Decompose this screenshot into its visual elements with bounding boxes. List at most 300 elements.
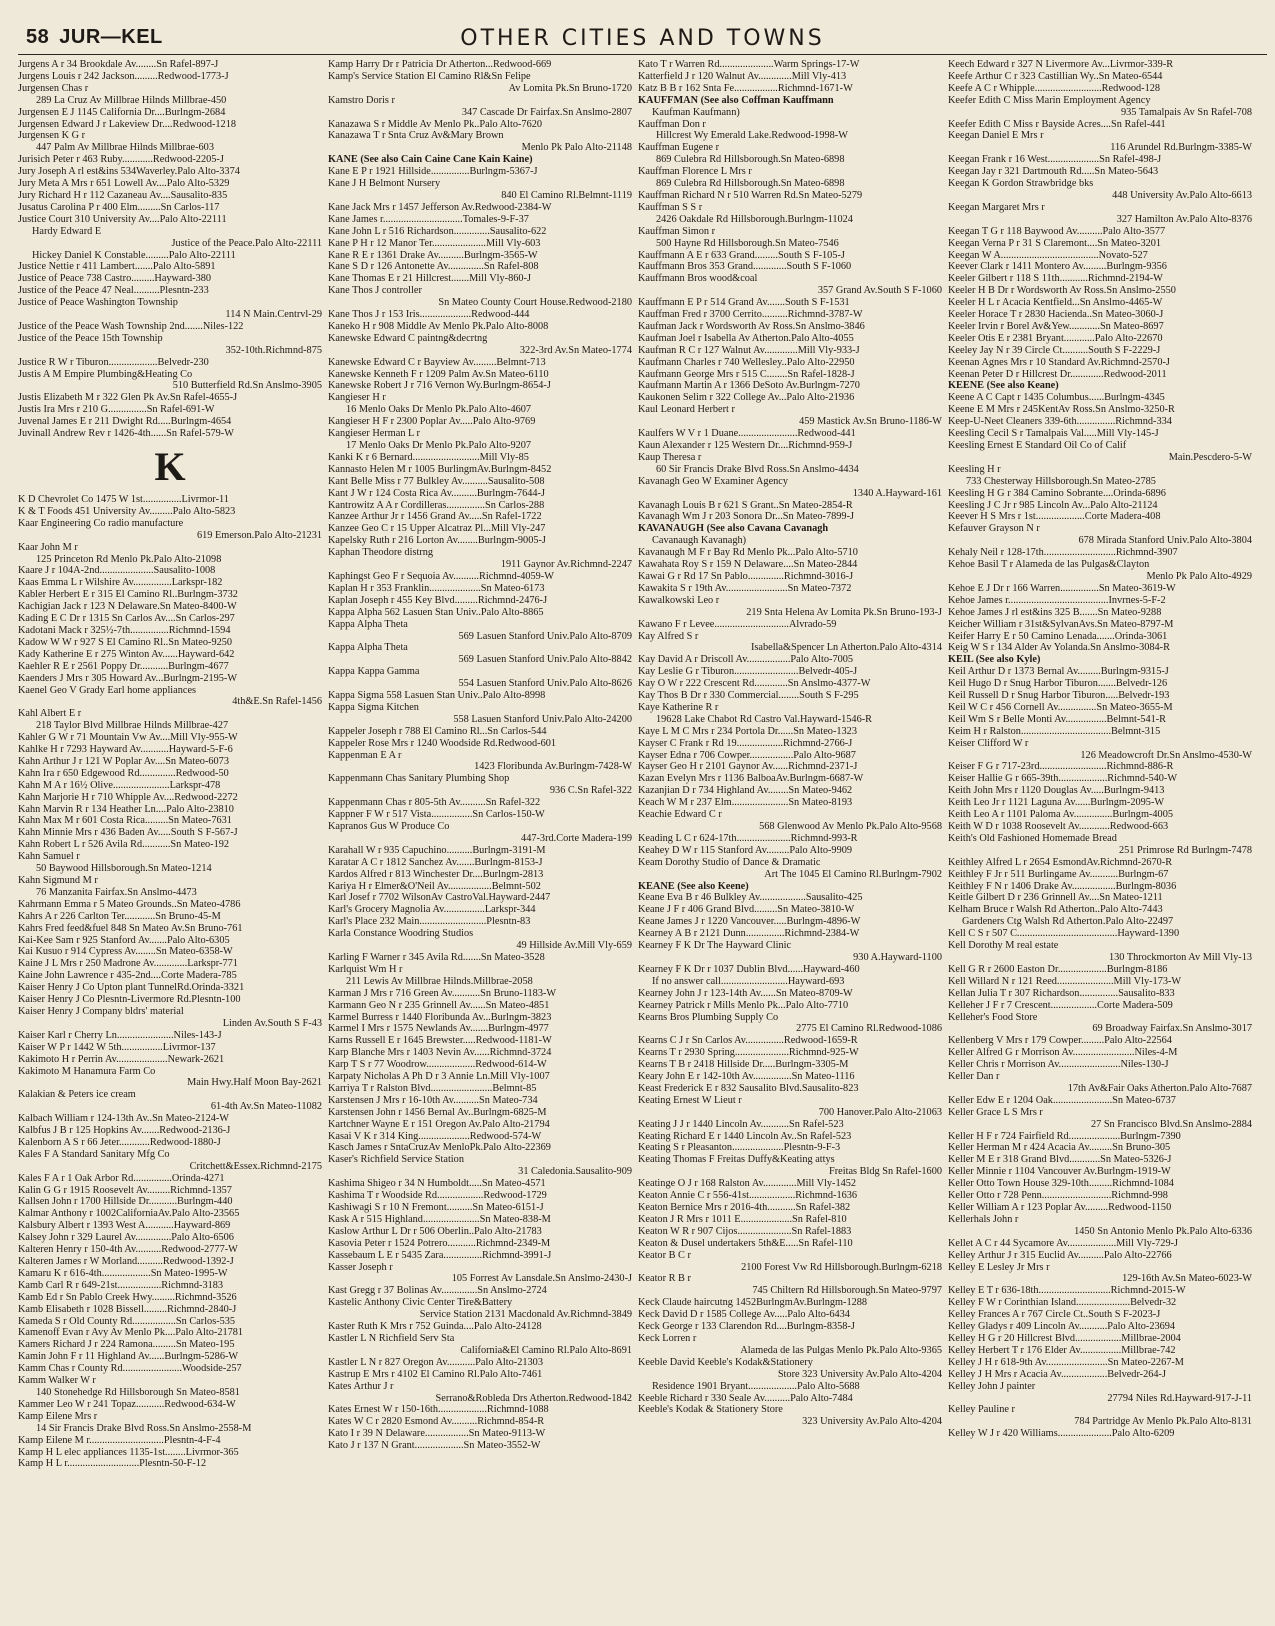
listing-line: Keefe Arthur C r 323 Castillian Wy..Sn Mateo-6544	[948, 70, 1163, 82]
column-3	[638, 59, 942, 1470]
listing-line: Karns Russell E r 1645 Brewster.....Redwood-1181-W	[328, 1035, 552, 1047]
listing-line: Jurgensen Edward J r Lakeview Dr....Redwood-1218	[18, 118, 236, 130]
listing-line: 219 Snta Helena Av Lomita Pk.Sn Bruno-193-J	[746, 606, 942, 618]
listing-line: Kaneko H r 908 Middle Av Menlo Pk.Palo Alto-8008	[328, 320, 549, 332]
listing-line: Keaton Bernice Mrs r 2016-4th...........Sn Rafel-382	[638, 1202, 851, 1213]
listing-line: Karmel Burress r 1440 Floribunda Av...Burlngm-3823	[328, 1011, 552, 1023]
listing-line: Kaufman R C r 127 Walnut Av.............Mill Vly-933-J	[638, 344, 860, 356]
listing-line: Kauffmann E P r 514 Grand Av.......South S F-1531	[638, 297, 850, 309]
listing-line: 129-16th Av.Sn Mateo-6023-W	[1122, 1273, 1252, 1285]
listing-line: Kay Alfred S r	[638, 630, 699, 642]
listing-line: Critchett&Essex.Richmnd-2175	[189, 1160, 322, 1172]
listing-line: Kearns C J r Sn Carlos Av...............Redwood-1659-R	[638, 1035, 858, 1047]
listing-line: Kappenmann Chas Sanitary Plumbing Shop	[328, 773, 510, 785]
listing-line: Kawano F r Levee.............................Alvrado-59	[638, 618, 837, 630]
listing-line: Kales F A r 1 Oak Arbor Rd...............Orinda-4271	[18, 1172, 225, 1184]
page-header	[18, 24, 1267, 55]
listing-line: Kane P H r 12 Manor Ter.....................Mill Vly-603	[328, 237, 541, 249]
listing-line: Karman J Mrs r 716 Green Av...........Sn Bruno-1183-W	[328, 987, 557, 999]
listing-line: 500 Hayne Rd Hillsborough.Sn Mateo-7546	[656, 237, 839, 249]
listing-line: Kehoe James r.......................................Invrnes-5-F-2	[948, 594, 1166, 606]
listing-line: 2100 Forest Vw Rd Hillsborough.Burlngm-6218	[741, 1261, 942, 1273]
listing-line: Kadotani Mack r 325½-7th...............Richmnd-1594	[18, 624, 231, 636]
listing-line: Karla Constance Woodring Studios	[328, 928, 474, 940]
listing-line: Jurgens Louis r 242 Jackson.........Redwood-1773-J	[18, 70, 229, 82]
listing-line: Kalbfus J B r 125 Hopkins Av.......Redwood-2136-J	[18, 1125, 231, 1137]
listing-line: Katz B B r 162 Snta Fe.................Richmnd-1671-W	[638, 82, 853, 94]
listing-line: Kahn Ira r 650 Edgewood Rd..............Redwood-50	[18, 767, 229, 779]
listing-line: Keeler H B Dr r Wordsworth Av Ross.Sn Anslmo-2550	[948, 285, 1176, 297]
listing-line: 352-10th.Richmnd-875	[225, 344, 322, 356]
listing-line: Karatar A C r 1812 Sanchez Av.......Burlngm-8153-J	[328, 856, 543, 868]
listing-line: 569 Lasuen Stanford Univ.Palo Alto-8842	[458, 654, 632, 666]
listing-line: Kai-Kee Sam r 925 Stanford Av.......Palo Alto-6305	[18, 934, 230, 946]
listing-line: Kashima T r Woodside Rd..................Redwood-1729	[328, 1190, 547, 1202]
listing-line: Kavanagh Louis B r 621 S Grant..Sn Mateo-2854-R	[638, 499, 853, 511]
listing-line: Keachie Edward C r	[638, 809, 722, 821]
listing-line: Kaare J r 104A-2nd.....................Sausalito-1008	[18, 565, 216, 577]
listing-line: Kai Kusuo r 914 Cypress Av........Sn Mateo-6358-W	[18, 946, 233, 958]
listing-line: Keig W S r 134 Alder Av Yolanda.Sn Anslmo-3084-R	[948, 642, 1170, 654]
listing-line: Kelley H G r 20 Hillcrest Blvd..................Millbrae-2004	[948, 1332, 1181, 1344]
listing-line: Store 323 University Av.Palo Alto-4204	[777, 1368, 942, 1380]
listing-line: Kasser Joseph r	[328, 1261, 393, 1273]
listing-line: Karahall W r 935 Capuchino..........Burlngm-3191-M	[328, 844, 546, 856]
listing-line: Keegan T G r 118 Baywood Av..........Palo Alto-3577	[948, 225, 1166, 237]
listing-line: Kaster Ruth K Mrs r 752 Guinda....Palo Alto-24128	[328, 1321, 542, 1333]
listing-line: Kaul Leonard Herbert r	[638, 404, 735, 416]
listing-line: 31 Caledonia.Sausalito-909	[518, 1166, 632, 1178]
listing-line: Kane Thos J controller	[328, 285, 422, 297]
listing-line: Freitas Bldg Sn Rafel-1600	[829, 1166, 942, 1178]
listing-line: Kannasto Helen M r 1005 BurlingmAv.Burlngm-8452	[328, 463, 552, 475]
listing-line: 130 Throckmorton Av Mill Vly-13	[1108, 951, 1252, 963]
listing-line: 289 La Cruz Av Millbrae Hilnds Millbrae-450	[36, 94, 227, 106]
listing-line: Kane S D r 126 Antonette Av..............Sn Rafel-808	[328, 261, 539, 273]
listing-line: Keep-U-Neet Cleaners 339-6th...............Richmnd-334	[948, 416, 1172, 428]
listing-line: California&El Camino Rl.Palo Alto-8691	[460, 1344, 632, 1356]
listing-line: Kaiser W P r 1442 W 5th................Livrmor-137	[18, 1041, 216, 1053]
listing-line: Keaton W R r 907 Cijos.....................Sn Rafel-1883	[638, 1225, 852, 1237]
listing-line: Kearns Bros Plumbing Supply Co	[638, 1011, 779, 1023]
listing-line: Keefer Edith C Miss Marin Employment Agency	[948, 94, 1151, 106]
listing-line: Kane John L r 516 Richardson..............Sausalito-622	[328, 225, 547, 237]
listing-line: Kapelsky Ruth r 216 Lorton Av........Burlngm-9005-J	[328, 535, 546, 547]
listing-line: 211 Lewis Av Millbrae Hilnds.Millbrae-2058	[346, 975, 533, 987]
listing-line: Keech Edward r 327 N Livermore Av...Livrmor-339-R	[948, 59, 1174, 70]
listing-line: Keane Eva B r 46 Bulkley Av..................Sausalito-425	[638, 892, 863, 904]
listing-line: Kanzee Arthur Jr r 1456 Grand Av.....Sn Rafel-1722	[328, 511, 542, 523]
listing-line: Keim H r Ralston...................................Belmnt-315	[948, 725, 1161, 737]
listing-line: Keller Alfred G r Morrison Av........................Niles-4-M	[948, 1047, 1178, 1059]
listing-line: 700 Hanover.Palo Alto-21063	[818, 1106, 942, 1118]
listing-line: Kanzee Geo C r 15 Upper Alcatraz Pl...Mill Vly-247	[328, 523, 546, 535]
listing-line: Keesling Ernest E Standard Oil Co of Calif	[948, 440, 1127, 451]
listing-line: Kalin G G r 1915 Roosevelt Av.........Richmnd-1357	[18, 1184, 232, 1196]
listing-line: Keegan Jay r 321 Dartmouth Rd.....Sn Mateo-5643	[948, 166, 1159, 178]
listing-line: Kaup Theresa r	[638, 451, 702, 463]
listing-line: Kappa Alpha Theta	[328, 618, 408, 630]
listing-line: Linden Av.South S F-43	[222, 1017, 322, 1029]
listing-line: Keeley Jay N r 39 Circle Ct..........South S F-2229-J	[948, 344, 1161, 356]
listing-line: Kaufman Jack r Wordsworth Av Ross.Sn Anslmo-3846	[638, 320, 865, 332]
listing-line: 448 University Av.Palo Alto-6613	[1112, 189, 1252, 201]
listing-line: Jurgensen K G r	[18, 130, 86, 142]
listing-line: 140 Stonehedge Rd Hillsborough Sn Mateo-8581	[36, 1386, 240, 1398]
listing-line: Kast Gregg r 37 Bolinas Av..............Sn Anslmo-2724	[328, 1285, 547, 1297]
listing-line: Keefer Edith C Miss r Bayside Acres....Sn Rafel-441	[948, 118, 1166, 130]
listing-line: 16 Menlo Oaks Dr Menlo Pk.Palo Alto-4607	[346, 404, 532, 416]
listing-line: Kamaru K r 616-4th...................Sn Mateo-1995-W	[18, 1267, 228, 1279]
listing-line: Kaufman Joel r Isabella Av Atherton.Palo Alto-4055	[638, 332, 854, 344]
listing-line: KANE (See also Cain Caine Cane Kain Kaine)	[328, 154, 533, 166]
listing-line: Keil Hugo D r Snug Harbor Tiburon.......Belvedr-126	[948, 678, 1168, 690]
listing-line: Kauffmann A E r 633 Grand.........South S F-105-J	[638, 249, 845, 261]
listing-line: Juvenal James E r 211 Dwight Rd.....Burlngm-4654	[18, 416, 232, 428]
listing-line: Kelham Bruce r Walsh Rd Atherton..Palo Alto-7443	[948, 904, 1163, 916]
listing-line: 17th Av&Fair Oaks Atherton.Palo Alto-7687	[1067, 1082, 1252, 1094]
listing-line: Keever H S Mrs r 1st...................Corte Madera-408	[948, 511, 1161, 523]
listing-line: KAUFFMAN (See also Coffman Kauffmann	[638, 94, 834, 106]
listing-line: Justice Nettie r 411 Lambert.......Palo Alto-5891	[18, 261, 216, 273]
listing-line: Kady Katherine E r 275 Winton Av......Hayward-642	[18, 648, 235, 660]
listing-line: 930 A.Hayward-1100	[853, 951, 942, 963]
listing-line: 105 Forrest Av Lansdale.Sn Anslmo-2430-J	[451, 1273, 632, 1285]
listing-line: Kawakita S r 19th Av........................Sn Mateo-7372	[638, 582, 852, 594]
listing-line: Kassebaum L E r 5435 Zara...............Richmnd-3991-J	[328, 1249, 552, 1261]
listing-line: Keam Dorothy Studio of Dance & Dramatic	[638, 856, 821, 868]
listing-line: Kell G R r 2600 Easton Dr...................Burlngm-8186	[948, 963, 1168, 975]
listing-line: Justis Ira Mrs r 210 G...............Sn Rafel-691-W	[18, 404, 215, 416]
listing-line: If no answer call..........................Hayward-693	[652, 975, 845, 987]
listing-line: Kauffman Florence L Mrs r	[638, 166, 752, 178]
listing-line: Keeler Gilbert r 118 S 11th...........Richmnd-2194-W	[948, 273, 1163, 285]
listing-line: Karling F Warner r 345 Avila Rd.......Sn Mateo-3528	[328, 951, 545, 963]
listing-line: Kelley F W r Corinthian Island.....................Belvedr-32	[948, 1297, 1177, 1309]
listing-line: Kalenborn A S r 66 Jeter............Redwood-1880-J	[18, 1136, 221, 1148]
listing-line: 218 Taylor Blvd Millbrae Hilnds Millbrae-427	[36, 720, 229, 732]
listing-line: Kaiser Henry J Company bldrs' material	[18, 1005, 184, 1017]
listing-line: Kashiwagi S r 10 N Fremont..........Sn Mateo-6151-J	[328, 1202, 544, 1213]
listing-line: Karp T S r 77 Woodrow...................Redwood-614-W	[328, 1059, 547, 1071]
listing-line: Kashima Shigeo r 34 N Humboldt.....Sn Mateo-4571	[328, 1178, 546, 1190]
column-2	[328, 59, 632, 1470]
listing-line: Keegan Frank r 16 West....................Sn Rafel-498-J	[948, 154, 1162, 166]
listing-line: 69 Broadway Fairfax.Sn Anslmo-3017	[1092, 1023, 1252, 1035]
listing-line: Justice of Peace 738 Castro.........Hayward-380	[18, 273, 212, 285]
listing-line: Alameda de las Pulgas Menlo Pk.Palo Alto-9365	[740, 1344, 942, 1356]
listing-line: Kaye Katherine R r	[638, 701, 719, 713]
listing-line: Keil Arthur D r 1373 Bernal Av.........Burlngm-9315-J	[948, 666, 1169, 678]
listing-line: Keithley Alfred L r 2654 EsmondAv.Richmnd-2670-R	[948, 856, 1173, 868]
listing-line: Keith John Mrs r 1120 Douglas Av.....Burlngm-9413	[948, 785, 1165, 797]
listing-line: Keaton & Dusel undertakers 5th&E.....Sn Rafel-110	[638, 1237, 853, 1249]
listing-line: Kalsey John r 329 Laurel Av..............Palo Alto-6506	[18, 1232, 234, 1244]
listing-line: Menlo Pk Palo Alto-4929	[1146, 570, 1252, 582]
listing-line: Keaton J R Mrs r 1011 E....................Sn Rafel-810	[638, 1213, 847, 1225]
listing-line: Kaenel Geo V Grady Earl home appliances	[18, 684, 197, 696]
listing-line: Kameda S r Old County Rd.................Sn Carlos-535	[18, 1315, 236, 1327]
listing-line: 733 Chesterway Hillsborough.Sn Mateo-2785	[966, 475, 1156, 487]
listing-line: Justice of Peace Washington Township	[18, 297, 178, 309]
listing-line: Keating Richard E r 1440 Lincoln Av..Sn Rafel-523	[638, 1130, 852, 1142]
listing-line: Karlquist Wm H r	[328, 963, 403, 975]
listing-line: Kane Jack Mrs r 1457 Jefferson Av.Redwood-2384-W	[328, 201, 552, 213]
page-number: 58	[26, 26, 50, 48]
listing-line: Kamm Chas r County Rd.......................Woodside-257	[18, 1363, 242, 1375]
listing-line: Keating S r Pleasanton....................Plesntn-9-F-3	[638, 1142, 841, 1154]
listing-line: Jurisich Peter r 463 Ruby............Redwood-2205-J	[18, 154, 224, 166]
listing-line: Keating Thomas F Freitas Duffy&Keating attys	[638, 1154, 835, 1166]
listing-line: Kelley W J r 420 Williams.....................Palo Alto-6209	[948, 1428, 1175, 1440]
listing-line: Kelley E T r 636-18th............................Richmnd-2015-W	[948, 1285, 1186, 1297]
listing-line: Kappeler Joseph r 788 El Camino Rl...Sn Carlos-544	[328, 725, 547, 737]
listing-line: Jury Richard H r 112 Cazaneau Av....Sausalito-835	[18, 189, 228, 201]
listing-line: Kaar John M r	[18, 541, 78, 553]
listing-line: Serrano&Robleda Drs Atherton.Redwood-1842	[435, 1392, 632, 1404]
listing-line: Kato T r Warren Rd.....................Warm Springs-17-W	[638, 59, 860, 70]
listing-line: Art The 1045 El Camino Rl.Burlngm-7902	[764, 868, 942, 880]
alpha-range: JUR—KEL	[59, 26, 163, 48]
listing-line: Kakimoto M Hanamura Farm Co	[18, 1065, 156, 1077]
listing-line: Keeler H L r Acacia Kentfield...Sn Anslmo-4465-W	[948, 297, 1163, 309]
listing-line: Kappa Alpha 562 Lasuen Stan Univ..Palo Alto-8865	[328, 606, 544, 618]
listing-line: Kelleher's Food Store	[948, 1011, 1038, 1023]
listing-line: Keene A C Capt r 1435 Columbus......Burlngm-4345	[948, 392, 1165, 404]
listing-line: 568 Glenwood Av Menlo Pk.Palo Alto-9568	[759, 821, 942, 832]
listing-line: Gardeners Ctg Walsh Rd Atherton.Palo Alto-22497	[962, 916, 1174, 928]
listing-line: 510 Butterfield Rd.Sn Anslmo-3905	[172, 380, 322, 392]
listing-line: Kavanagh Wm J r 203 Sonora Dr...Sn Mateo-7899-J	[638, 511, 855, 523]
listing-line: Kanazawa T r Snta Cruz Av&Mary Brown	[328, 130, 504, 142]
listing-line: Keeble Richard r 330 Seale Av..........Palo Alto-7484	[638, 1392, 853, 1404]
listing-line: Kadow W W r 927 S El Camino Rl..Sn Mateo-9250	[18, 636, 233, 648]
listing-line: Kauffman Simon r	[638, 225, 716, 237]
listing-columns	[18, 59, 1267, 1470]
listing-line: Keith Leo A r 1101 Paloma Av...............Burlngm-4005	[948, 809, 1173, 821]
listing-line: Keegan W A......................................Novato-527	[948, 249, 1148, 261]
listing-line: Karl's Grocery Magnolia Av................Larkspr-344	[328, 904, 536, 916]
listing-line: Kalbach William r 124-13th Av..Sn Mateo-2124-W	[18, 1113, 230, 1125]
listing-line: Kant J W r 124 Costa Rica Av..........Burlngm-7644-J	[328, 487, 545, 499]
listing-line: Kelley John J painter	[948, 1380, 1036, 1392]
listing-line: Kant Belle Miss r 77 Bulkley Av..........Sausalito-508	[328, 475, 545, 487]
listing-line: Kardos Alfred r 813 Winchester Dr....Burlngm-2813	[328, 868, 544, 880]
listing-line: 327 Hamilton Av.Palo Alto-8376	[1116, 213, 1252, 225]
listing-line: 19628 Lake Chabot Rd Castro Val.Hayward-1546-R	[656, 713, 873, 725]
page-title: OTHER CITIES AND TOWNS	[460, 26, 825, 51]
listing-line: Keller Edw E r 1204 Oak.......................Sn Mateo-6737	[948, 1094, 1176, 1106]
listing-line: Kane James r...............................Tomales-9-F-37	[328, 213, 529, 225]
section-letter: K	[154, 444, 186, 489]
listing-line: Kavanaugh M F r Bay Rd Menlo Pk...Palo Alto-5710	[638, 547, 858, 559]
listing-line: Keller Otto r 728 Penn...........................Richmnd-998	[948, 1190, 1168, 1202]
listing-line: Karl Josef r 7702 WilsonAv CastroVal.Hayward-2447	[328, 892, 551, 904]
listing-line: Jury Meta A Mrs r 651 Lowell Av....Palo Alto-5329	[18, 178, 230, 190]
listing-line: Kawai G r Rd 17 Sn Pablo..............Richmnd-3016-J	[638, 570, 854, 582]
listing-line: Keesling H r	[948, 463, 1001, 475]
listing-line: Kahn Arthur J r 121 W Poplar Av....Sn Mateo-6073	[18, 755, 229, 767]
listing-line: Keiser Hallie G r 665-39th...................Richmnd-540-W	[948, 773, 1178, 785]
listing-line: KEANE (See also Keene)	[638, 880, 749, 892]
listing-line: Kanewske Robert J r 716 Vernon Wy.Burlngm-8654-J	[328, 380, 551, 392]
listing-line: Kamp Eilene Mrs r	[18, 1410, 98, 1422]
listing-line: Keesling Cecil S r Tamalpais Val.....Mill Vly-145-J	[948, 428, 1159, 440]
listing-line: 1450 Sn Antonio Menlo Pk.Palo Alto-6336	[1074, 1225, 1252, 1237]
listing-line: 936 C.Sn Rafel-322	[549, 785, 632, 797]
listing-line: Keegan Margaret Mrs r	[948, 201, 1045, 213]
listing-line: Jurgensen E J 1145 California Dr....Burlngm-2684	[18, 106, 226, 118]
listing-line: 323 University Av.Palo Alto-4204	[802, 1416, 942, 1428]
listing-line: Kellerhals John r	[948, 1213, 1019, 1225]
listing-line: Kamp Eilene M r.............................Plesntn-4-F-4	[18, 1434, 221, 1446]
listing-line: Isabella&Spencer Ln Atherton.Palo Alto-4314	[750, 642, 942, 654]
listing-line: Kalakian & Peters ice cream	[18, 1089, 136, 1101]
listing-line: Kanewske Edward C paintng&decrtng	[328, 332, 488, 344]
listing-line: Keithley F Jr r 511 Burlingame Av...........Burlngm-67	[948, 868, 1169, 880]
listing-line: Menlo Pk Palo Alto-21148	[521, 142, 632, 154]
listing-line: Kamb Carl R r 649-21st.................Richmnd-3183	[18, 1279, 224, 1291]
listing-line: Kanewske Kenneth F r 1209 Palm Av.Sn Mateo-6110	[328, 368, 549, 380]
listing-line: Keller William A r 123 Poplar Av.........Redwood-1150	[948, 1202, 1172, 1213]
listing-line: Kangieser Herman L r	[328, 428, 420, 440]
listing-line: 61-4th Av.Sn Mateo-11082	[210, 1101, 322, 1113]
listing-line: Karl's Place 232 Main..........................Plesntn-83	[328, 916, 531, 928]
listing-line: Kehaly Neil r 128-17th............................Richmnd-3907	[948, 547, 1178, 559]
listing-line: Kamers Richard J r 224 Ramona.........Sn Mateo-195	[18, 1339, 235, 1351]
listing-line: Kamp H L r............................Plesntn-50-F-12	[18, 1458, 207, 1470]
listing-line: Keith W D r 1038 Roosevelt Av............Redwood-663	[948, 821, 1169, 832]
listing-line: Keane J F r 406 Grand Blvd.........Sn Mateo-3810-W	[638, 904, 855, 916]
listing-line: Kamenoff Evan r Avy Av Menlo Pk....Palo Alto-21781	[18, 1327, 244, 1339]
listing-line: Keeble's Kodak & Stationery Store	[638, 1404, 783, 1416]
listing-line: Keatinge O J r 168 Ralston Av.............Mill Vly-1452	[638, 1178, 857, 1190]
listing-line: Kaine John Lawrence r 435-2nd....Corte Madera-785	[18, 970, 237, 982]
listing-line: Hickey Daniel K Constable.........Palo Alto-22111	[32, 249, 236, 261]
listing-line: Kauffman Richard N r 510 Warren Rd.Sn Mateo-5279	[638, 189, 863, 201]
listing-line: Kappenmann Chas r 805-5th Av..........Sn Rafel-322	[328, 797, 541, 809]
listing-line: Justis Elizabeth M r 322 Glen Pk Av.Sn Rafel-4655-J	[18, 392, 238, 404]
listing-line: Keegan K Gordon Strawbridge bks	[948, 178, 1094, 190]
listing-line: 869 Culebra Rd Hillsborough.Sn Mateo-6898	[656, 154, 845, 166]
listing-line: Kay O W r 222 Crescent Rd.............Sn Anslmo-4377-W	[638, 678, 871, 690]
listing-line: Kasch James r SntaCruzAv MenloPk.Palo Alto-22369	[328, 1142, 551, 1154]
listing-line: Kazan Evelyn Mrs r 1136 BalboaAv.Burlngm-6687-W	[638, 773, 864, 785]
listing-line: Keil Russell D r Snug Harbor Tiburon.....Belvedr-193	[948, 690, 1170, 702]
listing-line: Kaukonen Selim r 322 College Av...Palo Alto-21936	[638, 392, 855, 404]
listing-line: Keck George r 133 Clarendon Rd....Burlngm-8358-J	[638, 1321, 855, 1333]
listing-line: Keading L C r 624-17th.....................Richmnd-993-R	[638, 832, 858, 844]
listing-line: Keator R B r	[638, 1273, 691, 1285]
listing-line: 1911 Gaynor Av.Richmnd-2247	[500, 559, 632, 571]
listing-line: Kahn Marvin R r 134 Heather Ln....Palo Alto-23810	[18, 803, 234, 815]
listing-line: Kelley Herbert T r 176 Elder Av................Millbrae-742	[948, 1344, 1176, 1356]
listing-line: K D Chevrolet Co 1475 W 1st...............Livrmor-11	[18, 494, 229, 505]
listing-line: Kaslow Arthur L Dr r 506 Oberlin..Palo Alto-21783	[328, 1225, 542, 1237]
listing-line: Keller Chris r Morrison Av........................Niles-130-J	[948, 1059, 1169, 1071]
listing-line: Kamm Walker W r	[18, 1375, 96, 1387]
listing-line: 17 Menlo Oaks Dr Menlo Pk.Palo Alto-9207	[346, 440, 532, 451]
listing-line: Kastrup E Mrs r 4102 El Camino Rl.Palo Alto-7461	[328, 1368, 543, 1380]
listing-line: Kanki K r 6 Bernard..........................Mill Vly-85	[328, 451, 529, 463]
listing-line: KAVANAUGH (See also Cavana Cavanagh	[638, 523, 829, 535]
listing-line: Keck Claude haircutng 1452BurlngmAv.Burlngm-1288	[638, 1297, 868, 1309]
listing-line: Katterfield J r 120 Walnut Av.............Mill Vly-413	[638, 70, 847, 82]
listing-line: Kearney A B r 2121 Dunn...............Richmnd-2384-W	[638, 928, 860, 940]
column-4	[948, 59, 1252, 1470]
listing-line: 869 Culebra Rd Hillsborough.Sn Mateo-6898	[656, 178, 845, 190]
listing-line: Kay David A r Driscoll Av.................Palo Alto-7005	[638, 654, 854, 666]
listing-line: Kelley Frances A r 767 Circle Ct..South S F-2023-J	[948, 1309, 1161, 1321]
listing-line: Keil W C r 456 Cornell Av...............Sn Mateo-3655-M	[948, 701, 1173, 713]
listing-line: Kaye L M C Mrs r 234 Portola Dr......Sn Mateo-1323	[638, 725, 857, 737]
listing-line: 27794 Niles Rd.Hayward-917-J-11	[1107, 1392, 1252, 1404]
listing-line: Kaser's Richfield Service Station	[328, 1154, 464, 1166]
listing-line: Keifer Harry E r 50 Camino Lenada.......Orinda-3061	[948, 630, 1168, 642]
listing-line: Keeler Otis E r 2381 Bryant............Palo Alto-22670	[948, 332, 1163, 344]
listing-line: Keane James J r 1220 Vancouver.....Burlngm-4896-W	[638, 916, 861, 928]
listing-line: Kamp Harry Dr r Patricia Dr Atherton...Redwood-669	[328, 59, 552, 70]
listing-line: Keegan Daniel E Mrs r	[948, 130, 1044, 142]
listing-line: Kazanjian D r 734 Highland Av........Sn Mateo-9462	[638, 785, 853, 797]
listing-line: 126 Meadowcroft Dr.Sn Anslmo-4530-W	[1080, 749, 1252, 761]
listing-line: Jurgensen Chas r	[18, 82, 89, 94]
listing-line: 459 Mastick Av.Sn Bruno-1186-W	[799, 416, 942, 428]
listing-line: Kanazawa S r Middle Av Menlo Pk..Palo Alto-7620	[328, 118, 543, 130]
listing-line: Keahey D W r 115 Stanford Av.........Palo Alto-9909	[638, 844, 853, 856]
listing-line: Kane Thos J r 153 Iris....................Redwood-444	[328, 309, 530, 321]
listing-line: Kaiser Henry J Co Plesntn-Livermore Rd.Plesntn-100	[18, 994, 241, 1006]
listing-line: Keck Lorren r	[638, 1332, 697, 1344]
listing-line: Keegan Verna P r 31 S Claremont....Sn Mateo-3201	[948, 237, 1162, 249]
listing-line: Kehoe Basil T r Alameda de las Pulgas&Clayton	[948, 559, 1150, 571]
listing-line: Kastler L N Richfield Serv Sta	[328, 1332, 455, 1344]
listing-line: Kamb Ed r Sn Pablo Creek Hwy.........Richmnd-3526	[18, 1291, 237, 1303]
listing-line: Kaulfers W V r 1 Duane.......................Redwood-441	[638, 428, 856, 440]
listing-line: Keaton Annie C r 556-41st..................Richmnd-1636	[638, 1190, 858, 1202]
listing-line: Kell C S r 507 C.......................................Hayward-1390	[948, 928, 1180, 940]
listing-line: Kantrowitz A A r Cordilleras...............Sn Carlos-288	[328, 499, 545, 511]
listing-line: Kehoe E J Dr r 166 Warren...............Sn Mateo-3619-W	[948, 582, 1176, 594]
listing-line: Kehoe James J rl est&ins 325 B.......Sn Mateo-9288	[948, 606, 1162, 618]
listing-line: Kahl Albert E r	[18, 708, 82, 720]
listing-line: 49 Hillside Av.Mill Vly-659	[516, 940, 632, 952]
listing-line: Keeler Irvin r Borel Av&Yew............Sn Mateo-8697	[948, 320, 1164, 332]
listing-line: 2426 Oakdale Rd Hillsborough.Burlngm-11024	[656, 213, 853, 225]
listing-line: Keller Herman M r 424 Acacia Av.........Sn Bruno-305	[948, 1142, 1171, 1154]
listing-line: Kates Arthur J r	[328, 1380, 394, 1392]
listing-line: Kahrmann Emma r 5 Mateo Grounds..Sn Mateo-4786	[18, 898, 241, 910]
listing-line: Kearney Patrick r Mills Menlo Pk...Palo Alto-7710	[638, 999, 849, 1011]
listing-line: Karpaty Nicholas A Ph D r 3 Annie Ln.Mill Vly-1007	[328, 1071, 550, 1083]
listing-line: Keller M E r 318 Grand Blvd............Sn Mateo-5326-J	[948, 1154, 1172, 1166]
listing-line: Hillcrest Wy Emerald Lake.Redwood-1998-W	[656, 130, 848, 142]
listing-line: Keith's Old Fashioned Homemade Bread	[948, 832, 1117, 844]
listing-line: Kay Thos B Dr r 330 Commercial........South S F-295	[638, 690, 859, 702]
listing-line: Kahn Sigmund M r	[18, 875, 98, 886]
listing-line: Keesling J C Jr r 985 Lincoln Av...Palo Alto-21124	[948, 499, 1158, 511]
listing-line: Kates Ernest W r 150-16th...................Richmnd-1088	[328, 1404, 549, 1416]
listing-line: Kavanagh Geo W Examiner Agency	[638, 475, 789, 487]
listing-line: 840 El Camino Rl.Belmnt-1119	[501, 189, 632, 201]
listing-line: Kahn Robert L r 526 Avila Rd...........Sn Mateo-192	[18, 839, 230, 851]
listing-line: Kamp H L elec appliances 1135-1st........Livrmor-365	[18, 1446, 239, 1458]
listing-line: Kaine J L Mrs r 250 Madrone Av.............Larkspr-771	[18, 958, 238, 970]
listing-line: Kahrs Fred feed&fuel 848 Sn Mateo Av.Sn Bruno-761	[18, 922, 243, 934]
listing-line: 1423 Floribunda Av.Burlngm-7428-W	[474, 761, 632, 773]
listing-line: Kamin John F r 11 Highland Av......Burlngm-5286-W	[18, 1351, 239, 1363]
listing-line: Kato J r 137 N Grant...................Sn Mateo-3552-W	[328, 1440, 541, 1452]
